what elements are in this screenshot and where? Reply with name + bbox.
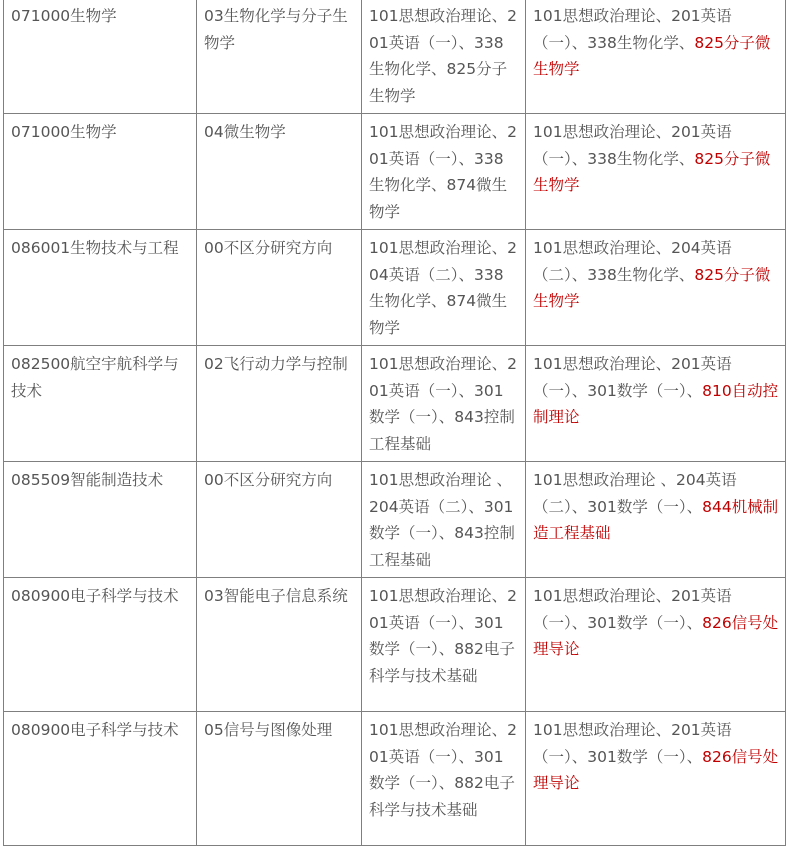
direction-cell: 05信号与图像处理 [197, 712, 362, 846]
changed-exam-text: 101思想政治理论、201英语（一）、338生物化学、 [533, 7, 732, 52]
changed-exam-text: 101思想政治理论、204英语（二）、338生物化学、 [533, 239, 732, 284]
changed-exam-cell [526, 712, 786, 846]
changed-subject-highlight: 810自动控制理论 [533, 381, 779, 426]
changed-exam-cell [526, 346, 786, 462]
initial-exam-cell: 101思想政治理论、201英语（一）、338生物化学、825分子生物学 [362, 0, 526, 114]
table-row [4, 0, 786, 114]
changed-exam-cell [526, 114, 786, 230]
initial-exam-cell: 101思想政治理论 、204英语（二）、301数学（一）、843控制工程基础 [362, 462, 526, 578]
initial-exam-cell: 101思想政治理论、201英语（一）、301数学（一）、843控制工程基础 [362, 346, 526, 462]
direction-cell: 03智能电子信息系统 [197, 578, 362, 712]
table-row [4, 114, 786, 230]
changed-exam-text: 101思想政治理论、201英语（一）、301数学（一）、 [533, 587, 732, 632]
changed-exam-text: 101思想政治理论、201英语（一）、301数学（一）、 [533, 355, 732, 400]
major-cell: 080900电子科学与技术 [4, 712, 197, 846]
major-cell: 071000生物学 [4, 114, 197, 230]
changed-exam-text: 101思想政治理论、201英语（一）、301数学（一）、 [533, 721, 732, 766]
exam-subject-change-table [3, 0, 786, 846]
major-cell: 086001生物技术与工程 [4, 230, 197, 346]
changed-exam-cell [526, 462, 786, 578]
direction-cell: 00不区分研究方向 [197, 230, 362, 346]
major-cell: 071000生物学 [4, 0, 197, 114]
changed-exam-cell [526, 230, 786, 346]
table-row [4, 578, 786, 712]
changed-subject-highlight: 826信号处理导论 [533, 747, 779, 792]
changed-exam-cell [526, 578, 786, 712]
changed-exam-text: 101思想政治理论 、204英语（二）、301数学（一）、 [533, 471, 737, 516]
direction-cell: 04微生物学 [197, 114, 362, 230]
initial-exam-cell: 101思想政治理论、201英语（一）、338生物化学、874微生物学 [362, 114, 526, 230]
table-row [4, 346, 786, 462]
table-row [4, 230, 786, 346]
initial-exam-cell: 101思想政治理论、204英语（二）、338生物化学、874微生物学 [362, 230, 526, 346]
direction-cell: 02飞行动力学与控制 [197, 346, 362, 462]
initial-exam-cell: 101思想政治理论、201英语（一）、301数学（一）、882电子科学与技术基础 [362, 712, 526, 846]
changed-subject-highlight: 826信号处理导论 [533, 613, 779, 658]
direction-cell: 03生物化学与分子生物学 [197, 0, 362, 114]
initial-exam-cell: 101思想政治理论、201英语（一）、301数学（一）、882电子科学与技术基础 [362, 578, 526, 712]
table-row [4, 712, 786, 846]
major-cell: 082500航空宇航科学与技术 [4, 346, 197, 462]
changed-subject-highlight: 844机械制造工程基础 [533, 497, 779, 542]
changed-subject-highlight: 825分子微生物学 [533, 149, 771, 194]
direction-cell: 00不区分研究方向 [197, 462, 362, 578]
changed-subject-highlight: 825分子微生物学 [533, 33, 771, 78]
changed-exam-text: 101思想政治理论、201英语（一）、338生物化学、 [533, 123, 732, 168]
major-cell: 085509智能制造技术 [4, 462, 197, 578]
major-cell: 080900电子科学与技术 [4, 578, 197, 712]
changed-exam-cell [526, 0, 786, 114]
changed-subject-highlight: 825分子微生物学 [533, 265, 771, 310]
table-row [4, 462, 786, 578]
